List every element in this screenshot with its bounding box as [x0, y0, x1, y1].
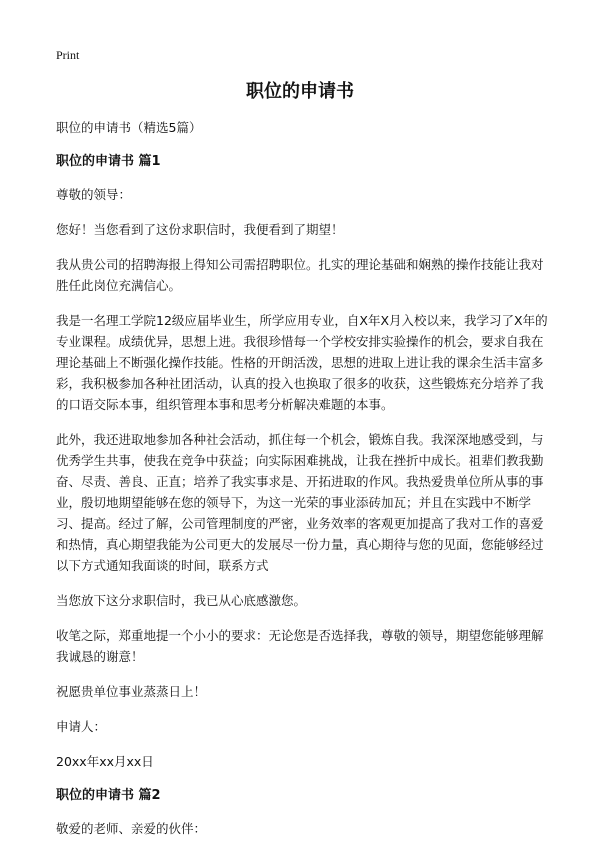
letter-paragraph: 您好！当您看到了这份求职信时，我便看到了期望！	[56, 222, 344, 237]
letter-paragraph: 我从贵公司的招聘海报上得知公司需招聘职位。扎实的理论基础和娴熟的操作技能让我对胜任此岗位充满信心。	[56, 257, 544, 293]
document-body	[56, 117, 551, 853]
document-title: 职位的申请书	[246, 81, 354, 102]
letter-paragraph: 祝愿贵单位事业蒸蒸日上！	[56, 684, 207, 699]
letter-paragraph: 我是一名理工学院12级应届毕业生，所学应用专业，自X年X月入校以来，我学习了X年的专业课程。成绩优异，思想上进。我很珍惜每一个学校安排实验操作的机会，要求自我在理论基础上不断强化操作技能。性格的开朗活泼，思想的进取上进让我的课余生活丰富多彩，我积极参加各种社团活动，认真的投入也换取了很多的收获，这些锻炼充分培养了我的口语交际本事，组织管理本事和思考分析解决难题的本事。	[56, 313, 548, 412]
section-heading-1: 职位的申请书 篇1	[56, 154, 161, 169]
letter-paragraph: 收笔之际，郑重地提一个小小的要求：无论您是否选择我，尊敬的领导，期望您能够理解我诚恳的谢意！	[56, 628, 544, 664]
letter-paragraph: 当您放下这分求职信时，我已从心底感激您。	[56, 593, 307, 608]
letter-paragraph: 此外，我还进取地参加各种社会活动，抓住每一个机会，锻炼自我。我深深地感受到，与优秀学生共事，使我在竞争中获益；向实际困难挑战，让我在挫折中成长。祖辈们教我勤奋、尽责、善良、正直；培养了我实事求是、开拓进取的作风。我热爱贵单位所从事的事业，殷切地期望能够在您的领导下，为这一光荣的事业添砖加瓦；并且在实践中不断学习、提高。经过了解，公司管理制度的严密，业务效率的客观更加提高了我对工作的喜爱和热情，真心期望我能为公司更大的发展尽一份力量，真心期待与您的见面，您能够经过以下方式通知我面谈的时间，联系方式	[56, 432, 544, 573]
letter-date: 20xx年xx月xx日	[56, 754, 154, 769]
signer-label: 申请人：	[56, 719, 107, 734]
document-subtitle: 职位的申请书（精选5篇）	[56, 120, 202, 135]
section2-greeting: 敬爱的老师、亲爱的伙伴：	[56, 821, 207, 836]
section-heading-2: 职位的申请书 篇2	[56, 788, 161, 803]
print-link[interactable]: Print	[56, 48, 80, 62]
letter-greeting: 尊敬的领导：	[56, 187, 132, 202]
